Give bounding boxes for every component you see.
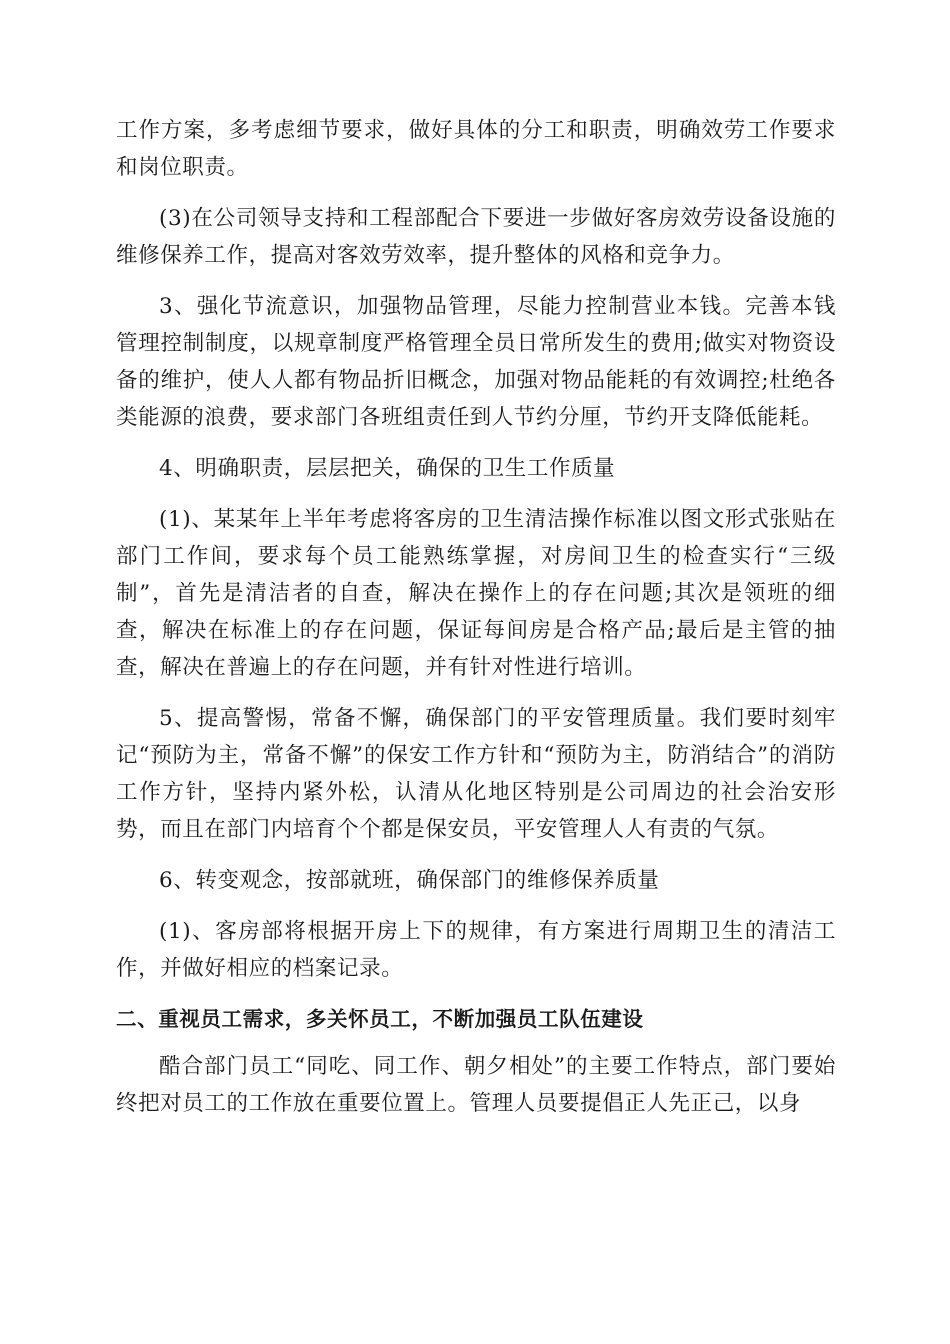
paragraph-safety: 5、提高警惕，常备不懈，确保部门的平安管理质量。我们要时刻牢记“预防为主，常备不懈”的保安工作方针和“预防为主，防消结合”的消防工作方针，坚持内紧外松，认清从化地区特别是公司周边的社会治安形势，而且在部门内培育个个都是保安员，平安管理人人有责的气氛。 [116,706,836,842]
paragraph-hygiene-detail: (1)、某某年上半年考虑将客房的卫生清洁操作标准以图文形式张贴在部门工作间，要求每个员工能熟练掌握，对房间卫生的检查实行“三级制”，首先是清洁者的自查，解决在操作上的存在问题;其次是领班的细查，解决在标准上的存在问题，保证每间房是合格产品;最后是主管的抽查，解决在普遍上的存在问题，并有针对性进行培训。 [116,507,836,680]
section-heading: 二、重视员工需求，多关怀员工，不断加强员工队伍建设 [116,1007,644,1031]
paragraph-staff: 酷合部门员工“同吃、同工作、朝夕相处”的主要工作特点，部门要始终把对员工的工作放在重要位置上。管理人员要提倡正人先正己，以身 [116,1054,836,1116]
paragraph-maintenance: (3)在公司领导支持和工程部配合下要进一步做好客房效劳设备设施的维修保养工作，提高对客效劳效率，提升整体的风格和竞争力。 [116,206,836,268]
paragraph-maintenance-detail: (1)、客房部将根据开房上下的规律，有方案进行周期卫生的清洁工作，并做好相应的档案记录。 [116,919,836,981]
document-body [116,112,836,1136]
paragraph-continuation: 工作方案，多考虑细节要求，做好具体的分工和职责，明确效劳工作要求和岗位职责。 [116,118,836,180]
paragraph-cost-control: 3、强化节流意识，加强物品管理，尽能力控制营业本钱。完善本钱管理控制制度，以规章制度严格管理全员日常所发生的费用;做实对物资设备的维护，使人人都有物品折旧概念，加强对物品能耗的有效调控;杜绝各类能源的浪费，要求部门各班组责任到人节约分厘，节约开支降低能耗。 [116,294,836,430]
paragraph-hygiene-title: 4、明确职责，层层把关，确保的卫生工作质量 [159,456,616,481]
paragraph-maintenance-title: 6、转变观念，按部就班，确保部门的维修保养质量 [159,868,660,893]
